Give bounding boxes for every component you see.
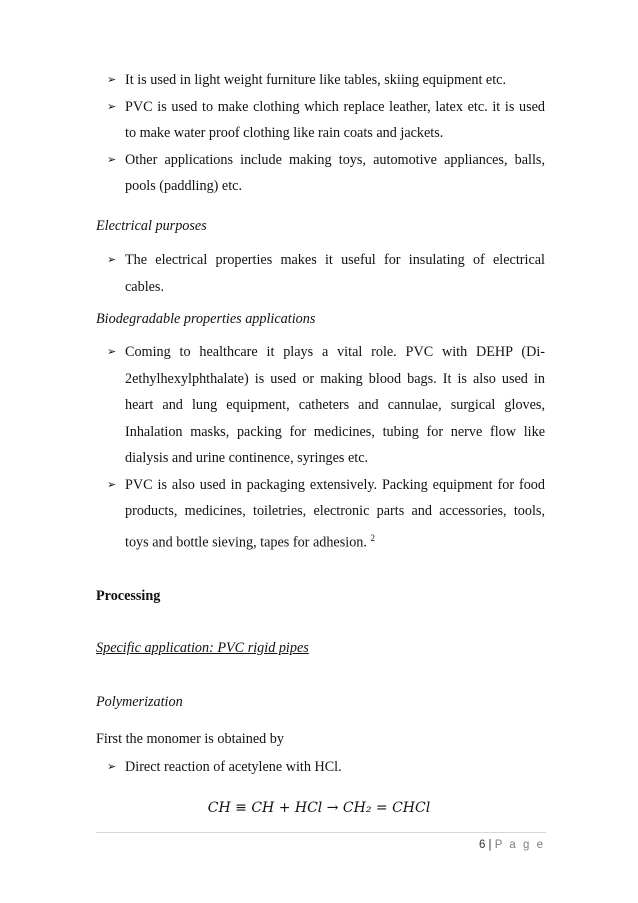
arrow-bullet-icon: ➢	[107, 73, 117, 86]
biodegradable-heading: Biodegradable properties applications	[96, 311, 316, 327]
arrow-bullet-icon: ➢	[107, 477, 117, 491]
page-number: 6	[478, 839, 486, 851]
reaction-equation: CH ≡ CH + HCl → CH₂ = CHCl	[207, 800, 431, 816]
list-item: ➢ Other applications include making toys, automotive appliances, balls, pools (paddling) etc.	[107, 147, 545, 200]
arrow-bullet-icon: ➢	[107, 345, 117, 358]
electrical-heading: Electrical purposes	[96, 218, 207, 234]
electrical-list	[107, 247, 545, 300]
list-item: ➢ It is used in light weight furniture like tables, skiing equipment etc.	[107, 67, 545, 94]
list-item: ➢ Coming to healthcare it plays a vital role. PVC with DEHP (Di-2ethylhexylphthalate) is used or making blood bags. It is also used in heart and lung equipment, catheters and cannulae, surgical gloves, Inhalation masks, packing for medicines, tubing for nerve flow like dialysis and urine continence, syringes etc.	[107, 339, 545, 472]
page-label: P a g e	[494, 839, 545, 851]
list-item: ➢ PVC is also used in packaging extensively. Packing equipment for food products, medicines, toiletries, electronic parts and accessories, tools, toys and bottle sieving, tapes for adhesion. $^2$	[107, 472, 545, 556]
arrow-bullet-icon: ➢	[107, 760, 117, 773]
intro-paragraph: First the monomer is obtained by	[96, 731, 284, 747]
processing-heading: Processing	[96, 588, 161, 604]
arrow-bullet-icon: ➢	[107, 253, 117, 266]
list-item: ➢ The electrical properties makes it useful for insulating of electrical cables.	[107, 247, 545, 300]
list-item: ➢ PVC is used to make clothing which replace leather, latex etc. it is used to make water proof clothing like rain coats and jackets.	[107, 94, 545, 147]
page-footer	[479, 839, 545, 851]
polymerization-heading: Polymerization	[96, 694, 183, 710]
applications-list	[107, 67, 545, 200]
footer-separator: |	[488, 839, 492, 851]
arrow-bullet-icon: ➢	[107, 152, 117, 166]
footnote-reference: 2	[370, 532, 375, 543]
specific-application-heading: Specific application: PVC rigid pipes	[96, 640, 309, 656]
list-item: ➢ Direct reaction of acetylene with HCl.	[107, 754, 545, 781]
biodegradable-list	[107, 339, 545, 556]
monomer-list	[107, 754, 545, 781]
arrow-bullet-icon: ➢	[107, 99, 117, 113]
footer-divider	[96, 832, 546, 833]
